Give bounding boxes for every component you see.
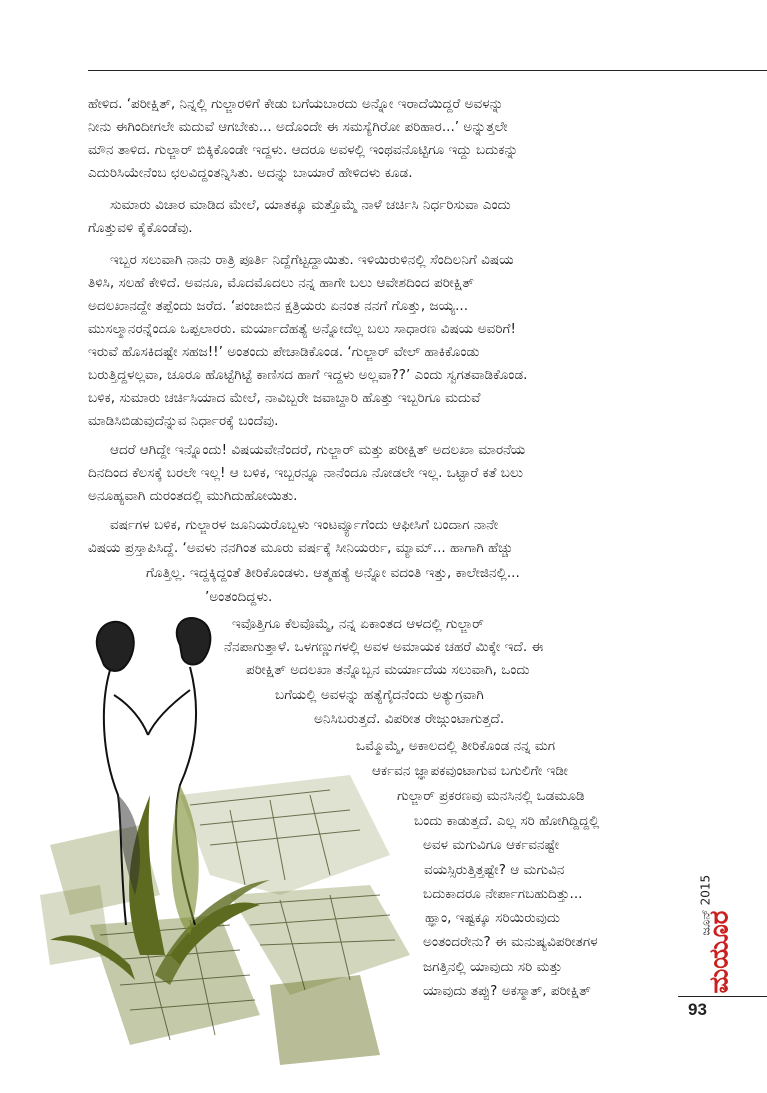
- text-line: ಹೇಳಿದ. ‘ಪರೀಕ್ಷಿತ್, ನಿನ್ನಲ್ಲಿ ಗುಲ್ಜಾರಳಿಗೆ ಕೇಡು ಬಗೆಯಬಾರದು ಅನ್ನೋ ಇರಾದೆಯಿದ್ದರೆ ಅವಳನ್ನು: [88, 96, 504, 112]
- text-line: ಇಬ್ಬರ ಸಲುವಾಗಿ ನಾನು ರಾತ್ರಿ ಪೂರ್ತಿ ನಿದ್ದೆಗೆಟ್ಟದ್ದಾಯಿತು. ಇಳಿಯಿರುಳಿನಲ್ಲಿ ಸೆಂದಿಲನಿಗೆ ವಿಷಯ: [110, 252, 514, 268]
- text-line: ಅದಲಖಾನದ್ದೇ ತಪ್ಪೆಂದು ಜರೆದ. ‘ಪಂಜಾಬಿನ ಕ್ಷತ್ರಿಯರು ಏನಂತ ನನಗೆ ಗೊತ್ತು, ಜಯ್ಯ...: [88, 298, 469, 314]
- text-line: ತಿಳಿಸಿ, ಸಲಹೆ ಕೇಳಿದೆ. ಅವನೂ, ಮೊದಮೊದಲು ನನ್ನ ಹಾಗೇ ಬಲು ಆವೇಶದಿಂದ ಪರೀಕ್ಷಿತ್: [88, 275, 474, 291]
- text-line: ಯಾವುದು ತಪ್ಪು? ಅಕಸ್ಮಾತ್, ಪರೀಕ್ಷಿತ್: [423, 983, 591, 999]
- text-line: ಆರ್ಕವನ ಜ್ಞಾಪಕವುಂಟಾಗುವ ಬಗುಲಿಗೇ ಇಡೀ: [372, 763, 568, 779]
- text-line: ಒಮ್ಮೊಮ್ಮೆ, ಅಕಾಲದಲ್ಲಿ ತೀರಿಕೊಂಡ ನನ್ನ ಮಗ: [356, 738, 556, 754]
- text-line: ಅನೂಹ್ಯವಾಗಿ ದುರಂತದಲ್ಲಿ ಮುಗಿದುಹೋಯಿತು.: [88, 488, 298, 504]
- text-line: ಅಂತಂದರೇನು? ಈ ಮನುಷ್ಯವಿಪರೀತಗಳ: [423, 934, 598, 950]
- text-line: ಎದುರಿಸಿಯೇನೆಂಬ ಛಲವಿದ್ದಂತನ್ನಿಸಿತು. ಅದನ್ನು ಬಾಯಾರೆ ಹೇಳಿದಳು ಕೂಡ.: [88, 165, 413, 181]
- text-line: ದಿನದಿಂದ ಕೆಲಸಕ್ಕೆ ಬರಲೇ ಇಲ್ಲ! ಆ ಬಳಿಕ, ಇಬ್ಬರನ್ನೂ ನಾನೆಂದೂ ನೋಡಲೇ ಇಲ್ಲ. ಒಟ್ಟಾರೆ ಕತೆ ಬಲು: [88, 465, 524, 481]
- text-line: ಇರುವೆ ಹೊಸಕಿದಷ್ಟೇ ಸಹಜ!!’ ಅಂತಂದು ಪೇಚಾಡಿಕೊಂಡ. ‘ಗುಲ್ಜಾರ್ ವೇಲ್ ಹಾಕಿಕೊಂಡು: [88, 344, 480, 360]
- page-number: 93: [688, 1000, 707, 1019]
- text-line: ನೆನಪಾಗುತ್ತಾಳೆ. ಒಳಗಣ್ಣುಗಳಲ್ಲಿ ಅವಳ ಅಮಾಯಕ ಚಹರೆ ಮಿಕ್ಕೇ ಇದೆ. ಈ: [224, 639, 544, 655]
- text-line: ಪರೀಕ್ಷಿತ್ ಅದಲಖಾ ತನ್ನೊಬ್ಬನ ಮರ್ಯಾದೆಯ ಸಲುವಾಗಿ, ಒಂದು: [246, 662, 530, 678]
- text-line: ’ಅಂತಂದಿದ್ದಳು.: [205, 589, 273, 605]
- magazine-logo: ಮಯೂರ: [704, 910, 735, 994]
- text-line: ಮುಸಲ್ಮಾನರನ್ನೆಂದೂ ಒಪ್ಪಲಾರರು. ಮರ್ಯಾದೆಹತ್ಯೆ ಅನ್ನೋದೆಲ್ಲ ಬಲು ಸಾಧಾರಣ ವಿಷಯ ಅವರಿಗೆ!: [88, 321, 516, 337]
- text-line: ಜಗತ್ತಿನಲ್ಲಿ ಯಾವುದು ಸರಿ ಮತ್ತು: [423, 959, 563, 975]
- text-line: ಗೊತ್ತಿಲ್ಲ. ಇದ್ದಕ್ಕಿದ್ದಂತೆ ತೀರಿಕೊಂಡಳು. ಆತ್ಮಹತ್ಯೆ ಅನ್ನೋ ವದಂತಿ ಇತ್ತು, ಕಾಲೇಜಿನಲ್ಲಿ...: [146, 565, 520, 581]
- text-line: ಮಾಡಿಸಿಬಿಡುವುದೆನ್ನುವ ನಿರ್ಧಾರಕ್ಕೆ ಬಂದೆವು.: [88, 413, 279, 429]
- text-line: ನೀನು ಈಗಿಂದೀಗಲೇ ಮದುವೆ ಆಗಬೇಕು... ಅದೊಂದೇ ಈ ಸಮಸ್ಯೆಗಿರೋ ಪರಿಹಾರ...’ ಅನ್ನುತ್ತಲೇ: [88, 119, 508, 135]
- text-line: ಇವೊತ್ತಿಗೂ ಕೆಲವೊಮ್ಮೆ, ನನ್ನ ಏಕಾಂತದ ಆಳದಲ್ಲಿ ಗುಲ್ಜಾರ್: [232, 616, 484, 632]
- text-line: ವಿಷಯ ಪ್ರಸ್ತಾಪಿಸಿದ್ದೆ. ‘ಅವಳು ನನಗಿಂತ ಮೂರು ವರ್ಷಕ್ಕೆ ಸೀನಿಯರ್ರು, ಮ್ಯಾಮ್... ಹಾಗಾಗಿ ಹೆಚ್ಚು: [88, 540, 514, 556]
- text-line: ಬಂದು ಕಾಡುತ್ತದೆ. ಎಲ್ಲ ಸರಿ ಹೋಗಿದ್ದಿದ್ದಲ್ಲಿ: [414, 813, 600, 829]
- magazine-masthead-sidebar: [684, 836, 740, 994]
- text-line: ಬರುತ್ತಿದ್ದಳಲ್ಲವಾ, ಚೂರೂ ಹೊಟ್ಟೆಗಿಟ್ಟೆ ಕಾಣಿಸದ ಹಾಗೆ ಇದ್ದಳು ಅಲ್ಲವಾ??’ ಎಂದು ಸ್ವಗತವಾಡಿಕೊಂಡ.: [88, 367, 528, 383]
- text-line: ಅನಿಸಿಬರುತ್ತದೆ. ವಿಪರೀತ ರೇಜ್ಗುಂಟಾಗುತ್ತದೆ.: [314, 711, 505, 727]
- issue-date: ಜೂನ್ 2015: [698, 874, 713, 936]
- text-line: ಆದರೆ ಆಗಿದ್ದೇ ಇನ್ನೊಂದು! ವಿಷಯವೇನೆಂದರೆ, ಗುಲ್ಜಾರ್ ಮತ್ತು ಪರೀಕ್ಷಿತ್ ಅದಲಖಾ ಮಾರನೆಯ: [110, 442, 526, 458]
- text-line: ವಯಸ್ಸಿರುತ್ತಿತ್ತಷ್ಟೇ? ಆ ಮಗುವಿನ: [424, 862, 565, 878]
- bottom-rule: [678, 996, 767, 997]
- text-line: ಗುಲ್ಜಾರ್ ಪ್ರಕರಣವು ಮನಸಿನಲ್ಲಿ ಒಡಮೂಡಿ: [397, 788, 585, 804]
- text-line: ಬಗೆಯಲ್ಲಿ ಅವಳನ್ನು ಹತ್ಯೆಗೈದನೆಂದು ಅತ್ಯುಗ್ರವಾಗಿ: [275, 687, 484, 703]
- text-line: ಗೊತ್ತುವಳಿ ಕೈಕೊಂಡೆವು.: [88, 220, 193, 236]
- text-line: ಅವಳ ಮಗುವಿಗೂ ಆರ್ಕವನಷ್ಟೇ: [423, 837, 560, 853]
- text-line: ಹ್ಞಾಂ, ಇಷ್ಟಕ್ಕೂ ಸರಿಯಿರುವುದು: [425, 910, 560, 926]
- text-line: ಸುಮಾರು ವಿಚಾರ ಮಾಡಿದ ಮೇಲೆ, ಯಾತಕ್ಕೂ ಮತ್ತೊಮ್ಮೆ ನಾಳೆ ಚರ್ಚಿಸಿ ನಿರ್ಧರಿಸುವಾ ಎಂದು: [110, 197, 511, 213]
- text-line: ಬದುಕಾದರೂ ನೇರ್ಪಾಗಬಹುದಿತ್ತು...: [423, 886, 583, 902]
- text-line: ಬಳಿಕ, ಸುಮಾರು ಚರ್ಚಿಸಿಯಾದ ಮೇಲೆ, ನಾವಿಬ್ಬರೇ ಜವಾಬ್ದಾರಿ ಹೊತ್ತು ಇಬ್ಬರಿಗೂ ಮದುವೆ: [88, 390, 481, 406]
- text-line: ವರ್ಷಗಳ ಬಳಿಕ, ಗುಲ್ಜಾರಳ ಜೂನಿಯರೊಬ್ಬಳು ಇಂಟರ್ವ್ಯೂಗೆಂದು ಆಫೀಸಿಗೆ ಬಂದಾಗ ನಾನೇ: [110, 517, 499, 533]
- couple-cityscape-illustration: [30, 595, 450, 1075]
- text-line: ಮೌನ ತಾಳಿದ. ಗುಲ್ಜಾರ್ ಬಿಕ್ಕಿಕೊಂಡೇ ಇದ್ದಳು. ಆದರೂ ಅವಳಲ್ಲಿ ಇಂಥವನೊಟ್ಟಿಗೂ ಇದ್ದು ಬದುಕನ್ನು: [88, 142, 519, 158]
- top-rule: [88, 70, 767, 71]
